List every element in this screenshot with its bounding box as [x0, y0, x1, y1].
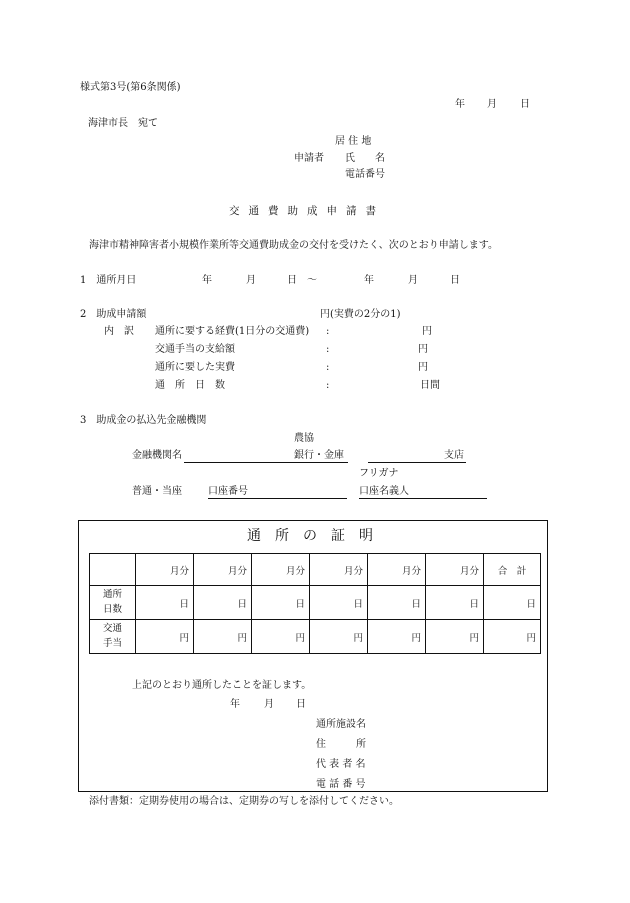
table-header-cell [90, 554, 136, 586]
section1-day-range: 日 ～ [287, 275, 317, 286]
table-cell: 円 [194, 620, 252, 654]
account-holder-label: 口座名義人 [359, 486, 409, 497]
breakdown-item-colon: : [326, 380, 330, 391]
table-cell: 円 [368, 620, 426, 654]
attendance-table [89, 553, 541, 654]
row-label-line: 手当 [102, 637, 122, 649]
bank-type-label: 銀行・金庫 [294, 450, 344, 461]
account-number-label: 口座番号 [208, 486, 248, 497]
certificate-date-month: 月 [264, 699, 274, 710]
table-cell: 日 [310, 586, 368, 620]
date-year-label: 年 [455, 99, 465, 110]
table-row [90, 620, 541, 654]
row-label-line: 日数 [102, 603, 122, 615]
section2-yen-note: 円(実費の2分の1) [320, 309, 401, 320]
breakdown-item-label: 通 所 日 数 [155, 380, 225, 391]
certificate-date-day: 日 [296, 699, 306, 710]
section1-month: 月 [246, 275, 256, 286]
nokyo-label: 農協 [294, 433, 314, 444]
table-cell: 日 [252, 586, 310, 620]
applicant-phone-label: 電話番号 [345, 169, 385, 180]
account-holder-underline [359, 498, 487, 499]
addressee: 海津市長 宛て [88, 118, 158, 129]
certificate-statement: 上記のとおり通所したことを証します。 [132, 680, 312, 691]
breakdown-item-colon: : [326, 326, 330, 337]
table-header-cell: 月分 [136, 554, 194, 586]
breakdown-item-colon: : [326, 344, 330, 355]
table-cell: 日 [484, 586, 541, 620]
table-cell: 円 [484, 620, 541, 654]
breakdown-item-label: 通所に要する経費(1日分の交通費) [155, 326, 310, 337]
table-header-cell: 月分 [368, 554, 426, 586]
bank-name-label: 金融機関名 [132, 450, 182, 461]
form-number: 様式第3号(第6条関係) [80, 82, 181, 93]
table-row [90, 586, 541, 620]
row-label-line: 通所 [102, 589, 122, 601]
table-cell: 円 [252, 620, 310, 654]
table-cell: 円 [426, 620, 484, 654]
section1-year-end: 年 [364, 275, 374, 286]
applicant-label: 申請者 [294, 153, 324, 164]
attachment-note: 添付書類：定期券使用の場合は、定期券の写しを添付してください。 [89, 796, 399, 807]
branch-underline [368, 462, 466, 463]
certificate-title: 通所の証明 [247, 528, 387, 544]
section1-label: 1 通所月日 [80, 275, 137, 286]
section1-day-end: 日 [450, 275, 460, 286]
breakdown-item-label: 交通手当の支給額 [155, 344, 235, 355]
section1-month-end: 月 [408, 275, 418, 286]
table-cell: 日 [368, 586, 426, 620]
breakdown-item-label: 通所に要した実費 [155, 362, 235, 373]
table-header-row [90, 554, 541, 586]
bank-name-underline [184, 462, 294, 463]
table-cell: 日 [136, 586, 194, 620]
table-header-cell: 合 計 [484, 554, 541, 586]
table-header-cell: 月分 [194, 554, 252, 586]
breakdown-item-colon: : [326, 362, 330, 373]
date-day-label: 日 [520, 99, 530, 110]
document-title: 交通費助成申請書 [229, 205, 385, 217]
representative-label: 代 表 者 名 [316, 759, 366, 770]
breakdown-item-unit: 円 [418, 362, 428, 373]
table-header-cell: 月分 [252, 554, 310, 586]
table-cell: 日 [426, 586, 484, 620]
section1-year: 年 [202, 275, 212, 286]
date-month-label: 月 [487, 99, 497, 110]
row-label [90, 586, 136, 620]
table-header-cell: 月分 [426, 554, 484, 586]
table-cell: 円 [310, 620, 368, 654]
section3-label: 3 助成金の払込先金融機関 [80, 415, 207, 426]
facility-phone-label: 電 話 番 号 [316, 779, 366, 790]
table-cell: 円 [136, 620, 194, 654]
facility-address-label: 住 所 [316, 739, 366, 750]
table-cell: 日 [194, 586, 252, 620]
branch-label: 支店 [444, 450, 464, 461]
breakdown-item-unit: 日間 [420, 380, 440, 391]
breakdown-item-unit: 円 [418, 344, 428, 355]
breakdown-item-unit: 円 [422, 326, 432, 337]
facility-name-label: 通所施設名 [316, 719, 366, 730]
bank-type-underline [294, 462, 348, 463]
section2-label: 2 助成申請額 [80, 309, 147, 320]
account-number-underline [208, 498, 347, 499]
table-header-cell: 月分 [310, 554, 368, 586]
intro-text: 海津市精神障害者小規模作業所等交通費助成金の交付を受けたく、次のとおり申請します。 [89, 240, 498, 251]
furigana-label: フリガナ [359, 468, 399, 479]
account-type-label: 普通・当座 [132, 486, 182, 497]
breakdown-label: 内 訳 [104, 326, 134, 337]
applicant-name-label: 氏 名 [345, 153, 385, 164]
certificate-date-year: 年 [230, 699, 240, 710]
applicant-residence-label: 居 住 地 [335, 136, 372, 147]
row-label [90, 620, 136, 654]
row-label-line: 交通 [102, 623, 122, 635]
